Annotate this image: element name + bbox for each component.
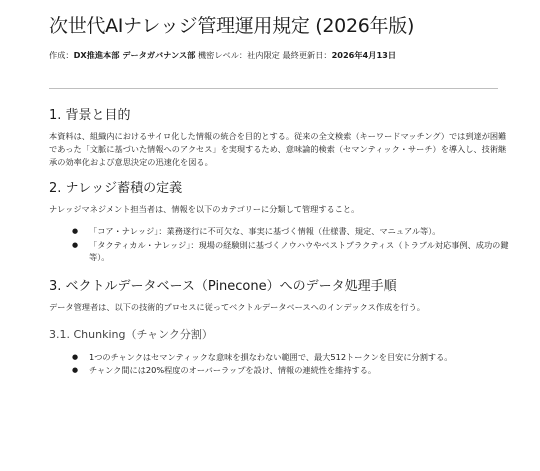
section-3-heading: 3. ベクトルデータベース（Pinecone）へのデータ処理手順	[49, 278, 397, 294]
list-item-text: チャンク間には20%程度のオーバーラップを設け、情報の連続性を維持する。	[89, 365, 377, 375]
list-item	[72, 225, 510, 238]
section-3-body: データ管理者は、以下の技術的プロセスに従ってベクトルデータベースへのインデックス作成を行う。	[49, 301, 425, 312]
meta-updated: 2026年4月13日	[331, 50, 397, 60]
meta-author-label: 作成：	[49, 50, 74, 60]
document-title: 次世代AIナレッジ管理運用規定 (2026年版)	[49, 15, 415, 37]
subsection-3-1-list	[49, 351, 510, 377]
subsection-3-1-heading: 3.1. Chunking（チャンク分割）	[49, 327, 213, 341]
bullet-icon: ●	[72, 227, 79, 235]
section-1-heading: 1. 背景と目的	[49, 108, 131, 123]
section-2-body: ナレッジマネジメント担当者は、情報を以下のカテゴリーに分類して管理すること。	[49, 204, 360, 214]
bullet-icon: ●	[72, 240, 79, 249]
list-item	[72, 351, 510, 364]
section-2-heading: 2. ナレッジ蓄積の定義	[49, 181, 183, 196]
meta-author: DX推進本部 データガバナンス部	[73, 50, 196, 60]
list-item-text: 「コア・ナレッジ」：業務遂行に不可欠な、事実に基づく情報（仕様書、規定、マニュアル等）。	[89, 226, 441, 236]
bullet-icon: ●	[72, 352, 79, 361]
divider	[49, 88, 498, 89]
meta-updated-label: 最終更新日：	[282, 50, 332, 60]
section-2-list	[49, 225, 510, 264]
list-item	[72, 364, 510, 377]
list-item-text: 1つのチャンクはセマンティックな意味を損なわない範囲で、最大512トークンを目安に分割する。	[89, 351, 453, 362]
meta-security: 機密レベル：社内限定	[197, 50, 280, 60]
list-item	[72, 239, 510, 264]
document-meta	[49, 50, 510, 61]
bullet-icon: ●	[72, 366, 79, 374]
section-1-body: 本資料は、組織内におけるサイロ化した情報の統合を目的とする。従来の全文検索（キーワードマッチング）では到達が困難であった「文脈に基づいた情報へのアクセス」を実現するため、意味論的検索（セマンティック・サーチ）を導入し、技術継承の効率化および意思決定の迅速化を図る。	[49, 131, 507, 167]
list-item-text: 「タクティカル・ナレッジ」：現場の経験則に基づくノウハウやベストプラクティス（トラブル対応事例、成功の鍵等）。	[89, 239, 509, 262]
